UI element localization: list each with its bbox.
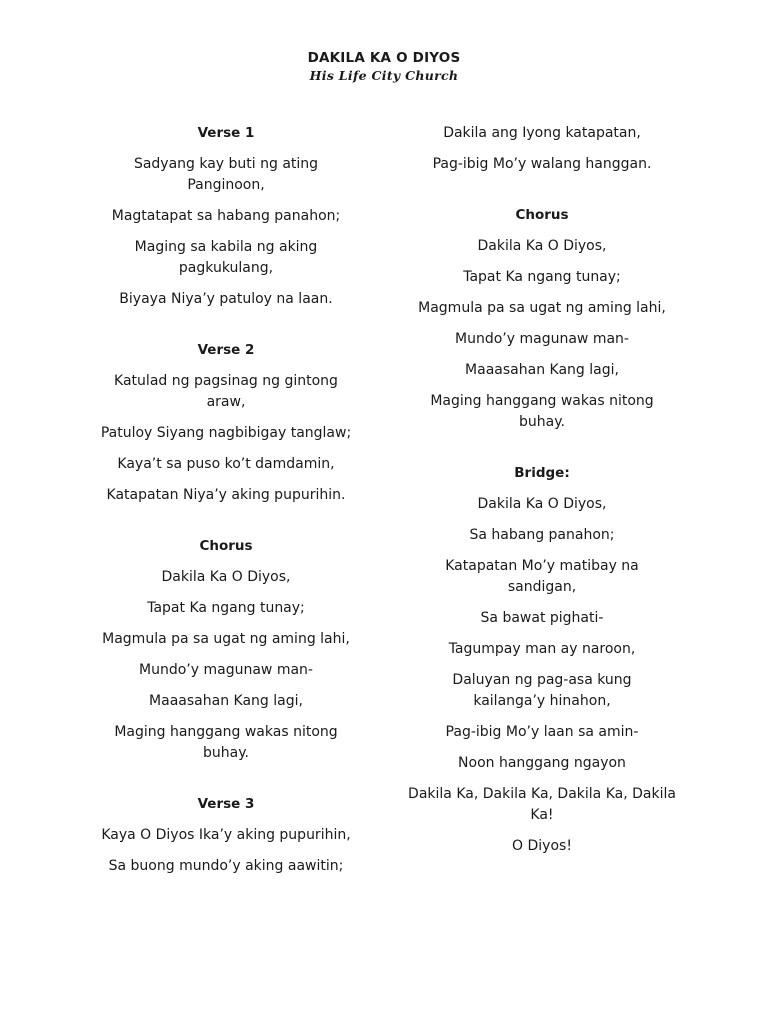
lyric-line: Mundo’y magunaw man- [455, 331, 629, 347]
lyric-line: Katapatan Mo’y matibay na sandigan, [445, 558, 639, 595]
lyric-line: Sadyang kay buti ng ating Panginoon, [133, 156, 319, 193]
lyric-line: Katapatan Niya’y aking pupurihin. [106, 487, 346, 503]
verse-2-heading: Verse 2 [197, 342, 255, 358]
verse-3-continued-section [397, 123, 687, 175]
chorus-section-left [81, 536, 371, 764]
lyric-line: Pag-ibig Mo’y laan sa amin- [445, 724, 639, 740]
lyric-line: Maging hanggang wakas nitong buhay. [430, 393, 654, 430]
lyric-line: Noon hanggang ngayon [458, 755, 626, 771]
lyric-line: Dakila Ka O Diyos, [161, 569, 291, 585]
lyric-line: Kaya’t sa puso ko’t damdamin, [117, 456, 335, 472]
lyric-line: Magtatapat sa habang panahon; [111, 208, 341, 224]
chorus-heading: Chorus [515, 207, 569, 223]
lyric-line: Magmula pa sa ugat ng aming lahi, [102, 631, 350, 647]
verse-3-section [81, 794, 371, 877]
left-column [81, 123, 371, 887]
lyric-line: Maaasahan Kang lagi, [465, 362, 619, 378]
verse-3-heading: Verse 3 [197, 796, 255, 812]
lyric-line: Tapat Ka ngang tunay; [147, 600, 305, 616]
page-header [0, 49, 768, 85]
verse-1-section [81, 123, 371, 310]
lyric-line: Magmula pa sa ugat ng aming lahi, [418, 300, 666, 316]
lyric-line: Daluyan ng pag-asa kung kailanga’y hinahon, [452, 672, 632, 709]
lyric-line: Sa bawat pighati- [480, 610, 604, 626]
lyric-line: O Diyos! [512, 838, 572, 854]
lyric-line: Maaasahan Kang lagi, [149, 693, 303, 709]
document-title: DAKILA KA O DIYOS [307, 50, 461, 66]
lyric-line: Dakila Ka O Diyos, [477, 496, 607, 512]
lyric-line: Sa habang panahon; [469, 527, 615, 543]
lyric-line: Dakila Ka, Dakila Ka, Dakila Ka, Dakila Ka! [408, 786, 676, 823]
lyric-line: Dakila ang Iyong katapatan, [443, 125, 641, 141]
lyric-line: Dakila Ka O Diyos, [477, 238, 607, 254]
lyric-line: Sa buong mundo’y aking aawitin; [108, 858, 344, 874]
chorus-section-right [397, 205, 687, 433]
lyric-line: Patuloy Siyang nagbibigay tanglaw; [100, 425, 352, 441]
bridge-heading: Bridge: [514, 465, 570, 481]
lyric-line: Maging hanggang wakas nitong buhay. [114, 724, 338, 761]
bridge-section [397, 463, 687, 857]
lyric-line: Pag-ibig Mo’y walang hanggan. [432, 156, 652, 172]
lyric-line: Kaya O Diyos Ika’y aking pupurihin, [101, 827, 351, 843]
lyric-line: Tapat Ka ngang tunay; [463, 269, 621, 285]
lyric-line: Tagumpay man ay naroon, [448, 641, 636, 657]
lyric-line: Maging sa kabila ng aking pagkukulang, [134, 239, 318, 276]
church-name-subtitle: His Life City Church [309, 68, 459, 83]
lyric-line: Katulad ng pagsinag ng gintong araw, [114, 373, 338, 410]
lyric-line: Biyaya Niya’y patuloy na laan. [119, 291, 333, 307]
verse-2-section [81, 340, 371, 506]
lyric-line: Mundo’y magunaw man- [139, 662, 313, 678]
chorus-heading: Chorus [199, 538, 253, 554]
verse-1-heading: Verse 1 [197, 125, 255, 141]
right-column [397, 123, 687, 867]
